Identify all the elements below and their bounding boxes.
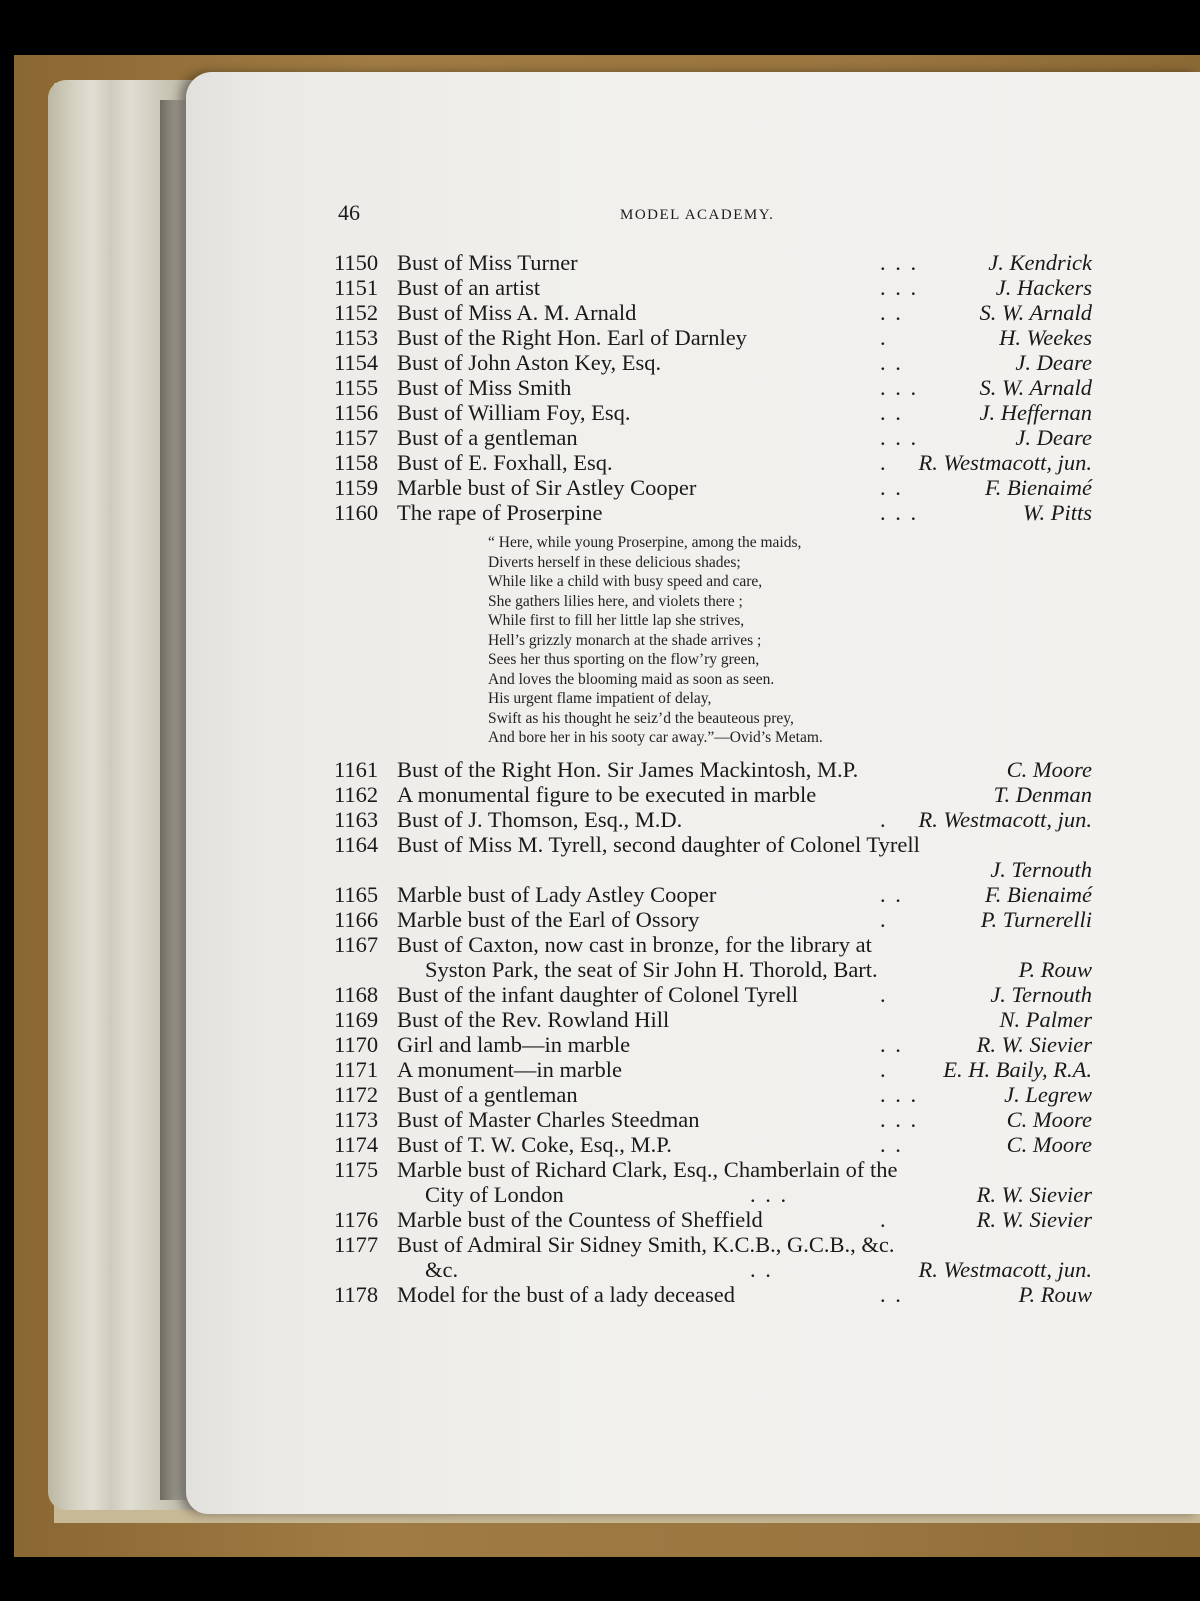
entry-number: 1176: [334, 1207, 379, 1232]
catalogue-entry: [320, 1282, 1100, 1307]
entry-number: 1150: [334, 250, 379, 275]
verse-line: Diverts herself in these delicious shades;: [488, 553, 741, 571]
entry-number: 1151: [334, 275, 379, 300]
entry-artist: J. Legrew: [1004, 1082, 1092, 1107]
leader-dots: . .: [880, 475, 903, 500]
leader-dots: . . .: [750, 1182, 789, 1207]
catalogue-entry: [320, 1082, 1100, 1107]
entry-title: Bust of the infant daughter of Colonel Tyrell: [397, 982, 799, 1007]
entry-artist: J. Ternouth: [990, 857, 1092, 882]
entry-artist: R. W. Sievier: [976, 1032, 1092, 1057]
catalogue-entry: [320, 1132, 1100, 1157]
leader-dots: .: [880, 807, 888, 832]
entry-number: 1174: [334, 1132, 379, 1157]
catalogue-entry: [320, 350, 1100, 375]
entry-number: 1170: [334, 1032, 379, 1057]
leader-dots: . . .: [880, 425, 919, 450]
catalogue-entry: [320, 375, 1100, 400]
verse-line: Sees her thus sporting on the flow’ry green,: [488, 651, 760, 668]
entry-artist: N. Palmer: [999, 1007, 1092, 1032]
entry-number: 1173: [334, 1107, 379, 1132]
entry-title: Bust of the Rev. Rowland Hill: [397, 1007, 670, 1032]
verse-line: She gathers lilies here, and violets there ;: [488, 592, 743, 610]
catalogue-entry: [320, 325, 1100, 350]
verse-line: Swift as his thought he seiz’d the beauteous prey,: [488, 709, 794, 727]
entry-number: 1167: [334, 932, 379, 957]
catalogue-entries: [320, 250, 1100, 1307]
leader-dots: . .: [880, 1132, 903, 1157]
entry-number: 1158: [334, 450, 379, 475]
leader-dots: .: [880, 982, 888, 1007]
leader-dots: . .: [880, 350, 903, 375]
entry-artist: C. Moore: [1006, 1107, 1092, 1132]
entry-number: 1152: [334, 300, 379, 325]
entry-title: Marble bust of Sir Astley Cooper: [397, 475, 697, 500]
entry-artist: J. Hackers: [995, 275, 1092, 300]
leader-dots: . .: [880, 1032, 903, 1057]
entry-number: 1159: [334, 475, 379, 500]
entry-title: Bust of a gentleman: [397, 1082, 578, 1107]
catalogue-entry: [320, 300, 1100, 325]
entry-number: 1177: [334, 1232, 379, 1257]
catalogue-entry: [320, 275, 1100, 300]
entry-title: Bust of J. Thomson, Esq., M.D.: [397, 807, 683, 832]
entry-title: Bust of E. Foxhall, Esq.: [397, 450, 613, 475]
catalogue-entry: [320, 250, 1100, 275]
leader-dots: . . .: [880, 275, 919, 300]
entry-number: 1154: [334, 350, 379, 375]
catalogue-entry: [320, 907, 1100, 932]
catalogue-entry: [320, 757, 1100, 782]
entry-title: Marble bust of Lady Astley Cooper: [397, 882, 717, 907]
leader-dots: . . .: [880, 500, 919, 525]
verse-line: While like a child with busy speed and care,: [488, 573, 763, 590]
catalogue-entry: [320, 782, 1100, 807]
catalogue-entry-continuation: [320, 957, 1100, 982]
entry-artist: J. Kendrick: [988, 250, 1092, 275]
entry-number: 1169: [334, 1007, 379, 1032]
entry-number: 1172: [334, 1082, 379, 1107]
catalogue-entry-continuation: [320, 1182, 1100, 1207]
leader-dots: .: [880, 1057, 888, 1082]
entry-number: 1157: [334, 425, 379, 450]
entry-artist: R. W. Sievier: [976, 1182, 1092, 1207]
entry-artist: F. Bienaimé: [984, 475, 1092, 500]
entry-artist: J. Ternouth: [990, 982, 1092, 1007]
catalogue-entry: [320, 982, 1100, 1007]
leader-dots: .: [880, 325, 888, 350]
entry-title: Bust of the Right Hon. Earl of Darnley: [397, 325, 747, 350]
entry-number: 1165: [334, 882, 379, 907]
entry-artist: R. Westmacott, jun.: [918, 1257, 1092, 1282]
verse-line: And bore her in his sooty car away.”—Ovid’s Metam.: [488, 729, 823, 746]
leader-dots: . .: [880, 300, 903, 325]
verse-line: His urgent flame impatient of delay,: [488, 690, 712, 707]
entry-number: 1161: [334, 757, 379, 782]
leader-dots: . .: [750, 1257, 773, 1282]
entry-title: A monument—in marble: [397, 1057, 622, 1082]
verse-line: “ Here, while young Proserpine, among the maids,: [488, 534, 802, 551]
entry-title-continuation: City of London: [425, 1182, 564, 1207]
entry-title: Bust of Caxton, now cast in bronze, for the library at: [397, 932, 872, 957]
entry-number: 1163: [334, 807, 379, 832]
page-number: 46: [338, 200, 360, 225]
entry-artist: E. H. Baily, R.A.: [943, 1057, 1092, 1082]
verse-line: Hell’s grizzly monarch at the shade arrives ;: [488, 631, 762, 649]
entry-number: 1171: [334, 1057, 379, 1082]
entry-title: Bust of Admiral Sir Sidney Smith, K.C.B., G.C.B., &c.: [397, 1232, 895, 1257]
entry-number: 1175: [334, 1157, 379, 1182]
entry-title: Bust of a gentleman: [397, 425, 578, 450]
entry-title: A monumental figure to be executed in marble: [397, 782, 817, 807]
entry-artist: F. Bienaimé: [984, 882, 1092, 907]
catalogue-entry: [320, 1032, 1100, 1057]
entry-artist: P. Rouw: [1018, 957, 1092, 982]
entry-title-continuation: Syston Park, the seat of Sir John H. Thorold, Bart.: [425, 957, 878, 982]
verse-line: While first to fill her little lap she strives,: [488, 612, 745, 629]
entry-title: Bust of Miss Turner: [397, 250, 578, 275]
entry-artist: H. Weekes: [999, 325, 1092, 350]
entry-title: Marble bust of Richard Clark, Esq., Chamberlain of the: [397, 1157, 898, 1182]
entry-artist: C. Moore: [1006, 1132, 1092, 1157]
entry-artist: S. W. Arnald: [979, 375, 1092, 400]
entry-number: 1160: [334, 500, 379, 525]
leader-dots: . .: [880, 882, 903, 907]
entry-title: Bust of Miss Smith: [397, 375, 572, 400]
entry-title: Bust of William Foy, Esq.: [397, 400, 631, 425]
entry-artist: R. Westmacott, jun.: [918, 807, 1092, 832]
entry-title: Marble bust of the Earl of Ossory: [397, 907, 700, 932]
entry-title: Bust of Miss M. Tyrell, second daughter of Colonel Tyrell: [397, 832, 920, 857]
catalogue-entry-continuation: [320, 857, 1100, 882]
catalogue-entry: [320, 1057, 1100, 1082]
catalogue-entry: [320, 1232, 1100, 1257]
entry-title: Bust of John Aston Key, Esq.: [397, 350, 662, 375]
leader-dots: . .: [880, 400, 903, 425]
entry-number: 1162: [334, 782, 379, 807]
catalogue-entry: [320, 832, 1100, 857]
entry-number: 1166: [334, 907, 379, 932]
entry-artist: S. W. Arnald: [979, 300, 1092, 325]
entry-artist: R. W. Sievier: [976, 1207, 1092, 1232]
catalogue-entry: [320, 1107, 1100, 1132]
catalogue-entry: [320, 500, 1100, 525]
entry-title: Bust of T. W. Coke, Esq., M.P.: [397, 1132, 672, 1157]
leader-dots: . . .: [880, 375, 919, 400]
entry-artist: P. Rouw: [1018, 1282, 1092, 1307]
entry-number: 1156: [334, 400, 379, 425]
catalogue-entry: [320, 1007, 1100, 1032]
entry-artist: T. Denman: [993, 782, 1092, 807]
entry-number: 1178: [334, 1282, 379, 1307]
entry-artist: J. Deare: [1015, 425, 1092, 450]
entry-title: Model for the bust of a lady deceased: [397, 1282, 736, 1307]
leader-dots: .: [880, 1207, 888, 1232]
entry-number: 1155: [334, 375, 379, 400]
catalogue-entry: [320, 1157, 1100, 1182]
catalogue-entry: [320, 425, 1100, 450]
leader-dots: . . .: [880, 1107, 919, 1132]
verse-line: And loves the blooming maid as soon as seen.: [488, 670, 775, 688]
entry-artist: J. Deare: [1015, 350, 1092, 375]
entry-title: Bust of Miss A. M. Arnald: [397, 300, 637, 325]
leader-dots: . . .: [880, 1082, 919, 1107]
catalogue-entry: [320, 932, 1100, 957]
entry-artist: W. Pitts: [1022, 500, 1092, 525]
entry-title: Bust of Master Charles Steedman: [397, 1107, 700, 1132]
entry-artist: P. Turnerelli: [980, 907, 1092, 932]
entry-title-continuation: &c.: [425, 1257, 459, 1282]
entry-number: 1164: [334, 832, 379, 857]
leader-dots: .: [880, 450, 888, 475]
catalogue-entry: [320, 1207, 1100, 1232]
entry-number: 1168: [334, 982, 379, 1007]
catalogue-entry-continuation: [320, 1257, 1100, 1282]
entry-title: The rape of Proserpine: [397, 500, 603, 525]
catalogue-entry: [320, 882, 1100, 907]
leader-dots: . . .: [880, 250, 919, 275]
entry-artist: C. Moore: [1006, 757, 1092, 782]
entry-title: Marble bust of the Countess of Sheffield: [397, 1207, 763, 1232]
catalogue-entry: [320, 400, 1100, 425]
leader-dots: .: [880, 907, 888, 932]
entry-number: 1153: [334, 325, 379, 350]
entry-title: Girl and lamb—in marble: [397, 1032, 631, 1057]
running-head: MODEL ACADEMY.: [620, 207, 775, 223]
entry-artist: R. Westmacott, jun.: [918, 450, 1092, 475]
entry-artist: J. Heffernan: [979, 400, 1092, 425]
catalogue-entry: [320, 807, 1100, 832]
leader-dots: . .: [880, 1282, 903, 1307]
entry-title: Bust of an artist: [397, 275, 541, 300]
catalogue-entry: [320, 475, 1100, 500]
catalogue-entry: [320, 450, 1100, 475]
entry-title: Bust of the Right Hon. Sir James Mackintosh, M.P.: [397, 757, 859, 782]
quoted-verse: [320, 525, 1100, 757]
